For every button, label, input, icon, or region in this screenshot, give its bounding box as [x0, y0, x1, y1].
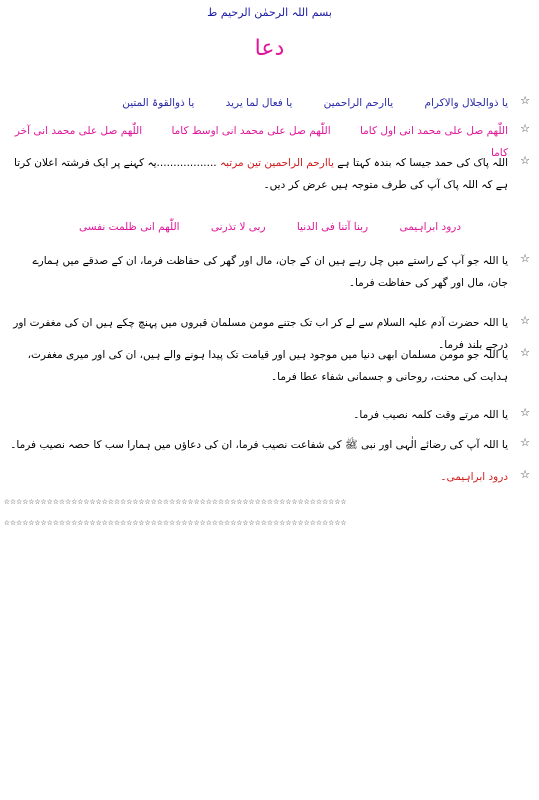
paragraph-text: یا اللہ حضرت آدم علیہ السلام سے لے کر اب تک جتنے مومن مسلمان قبروں میں پہنچ چکے ہیں ان کی مغفرت اور درجے بلند فرما۔: [13, 317, 508, 351]
phrase: یا فعال لما یرید: [225, 97, 293, 109]
star-icon: ☆: [520, 94, 530, 107]
star-divider: ☆☆☆☆☆☆☆☆☆☆☆☆☆☆☆☆☆☆☆☆☆☆☆☆☆☆☆☆☆☆☆☆☆☆☆☆☆☆☆☆☆☆☆☆☆☆☆☆☆☆☆☆☆☆☆☆: [4, 496, 347, 507]
phrase: اللّٰھم صل علی محمد انی اوسط کاما: [171, 125, 331, 137]
row-hamd: [10, 152, 530, 196]
phrase: ربنا آتنا فی الدنیا: [296, 221, 369, 233]
star-icon: ☆: [520, 468, 530, 481]
text: ..................یہ کہنے پر ایک فرشتہ اعلان کرتا ہے کہ اللہ پاک آپ کی طرف متوجہ ہیں عرض کر دیں۔: [14, 157, 508, 191]
row-divine-names: [10, 92, 530, 114]
star-icon: ☆: [520, 122, 530, 135]
text: اللہ پاک کی حمد جیسا کہ بندہ کہتا ہے: [337, 157, 508, 169]
paragraph: [10, 344, 530, 388]
paragraph-text: یا اللہ جو مومن مسلمان ابھی دنیا میں موجود ہیں اور قیامت تک پیدا ہونے والے ہیں، ان کی اور میری مغفرت، ہدایت کی محنت، روحانی و جسمانی شفاء عطا فرما۔: [27, 349, 508, 383]
closing-text: درود ابراہیمی۔: [440, 471, 508, 483]
paragraph-text: یا اللہ جو آپ کے راستے میں چل رہے ہیں ان کے جان، مال اور گھر کی حفاظت فرما، ان کے صدقے میں ہمارے جان، مال اور گھر کی حفاظت فرما۔: [32, 255, 508, 289]
star-icon: ☆: [520, 314, 530, 327]
row-prayers: [10, 216, 530, 238]
paragraph: [10, 250, 530, 294]
phrase: اللّٰھم صل علی محمد انی آخر کاما: [14, 125, 508, 159]
page-title: دعا: [254, 36, 285, 61]
phrase: یا ذوالقوۃ المتین: [122, 97, 195, 109]
phrase: درود ابراہیمی: [399, 221, 462, 233]
phrase: ربی لا تذرنی: [210, 221, 266, 233]
star-icon: ☆: [520, 346, 530, 359]
phrase: یا ذوالجلال والاکرام: [424, 97, 508, 109]
star-icon: ☆: [520, 154, 530, 167]
bismillah-heading: بسم اللہ الرحمٰن الرحیم ط: [207, 6, 332, 19]
phrase: یاارحم الراحمین: [323, 97, 394, 109]
paragraph-text: یا اللہ آپ کی رضائے الٰہی اور نبی ﷺ کی شفاعت نصیب فرما، ان کی دعاؤں میں ہمارا سب کا حصہ نصیب فرما۔: [10, 439, 508, 451]
paragraph: [10, 434, 530, 456]
closing-row: [10, 466, 530, 488]
star-icon: ☆: [520, 436, 530, 449]
highlight: یاارحم الراحمین: [264, 157, 334, 169]
star-icon: ☆: [520, 406, 530, 419]
paragraph-text: یا اللہ مرتے وقت کلمہ نصیب فرما۔: [353, 409, 508, 421]
highlight: تین مرتبہ: [219, 157, 262, 169]
star-divider: ☆☆☆☆☆☆☆☆☆☆☆☆☆☆☆☆☆☆☆☆☆☆☆☆☆☆☆☆☆☆☆☆☆☆☆☆☆☆☆☆☆☆☆☆☆☆☆☆☆☆☆☆☆☆☆☆: [4, 517, 347, 528]
paragraph: [10, 404, 530, 426]
star-icon: ☆: [520, 252, 530, 265]
phrase: اللّٰھم انی ظلمت نفسی: [78, 221, 180, 233]
phrase: اللّٰھم صل علی محمد انی اول کاما: [359, 125, 508, 137]
